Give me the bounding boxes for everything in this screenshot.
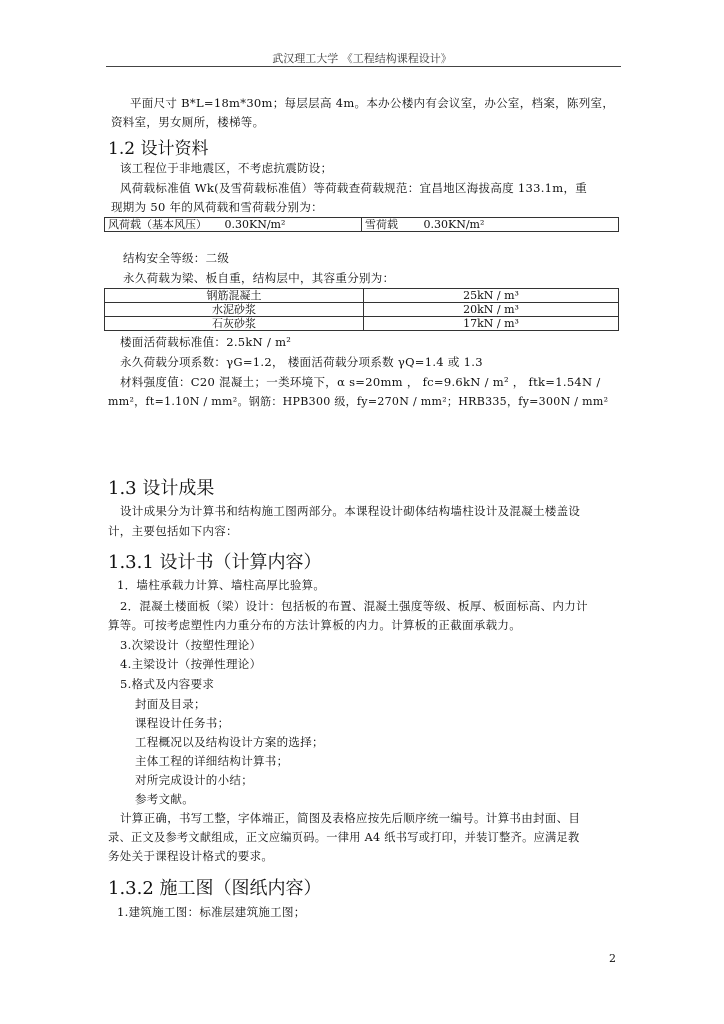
paragraph: 录、正文及参考文献组成，正文应编页码。一律用 A4 纸书写或打印，并装订整齐。应满足教 <box>108 831 580 844</box>
list-item: 3.次梁设计（按塑性理论） <box>120 638 262 652</box>
section-heading-1-2: 1.2 设计资料 <box>108 139 209 159</box>
paragraph: 计算正确，书写工整，字体端正，简图及表格应按先后顺序统一编号。计算书由封面、目 <box>120 811 581 825</box>
list-item: 课程设计任务书； <box>135 716 230 730</box>
page-number: 2 <box>609 952 616 965</box>
list-item: 1.建筑施工图：标准层建筑施工图； <box>117 905 306 919</box>
page-header: 武汉理工大学 《工程结构课程设计》 <box>272 52 452 65</box>
load-table <box>104 217 619 232</box>
paragraph: 设计成果分为计算书和结构施工图两部分。本课程设计砌体结构墙柱设计及混凝土楼盖设 <box>120 504 581 518</box>
header-rule <box>106 66 621 67</box>
paragraph: 计，主要包括如下内容： <box>108 524 238 538</box>
table-cell <box>105 218 362 232</box>
section-heading-1-3: 1.3 设计成果 <box>108 478 215 499</box>
list-item: 1．墙柱承载力计算、墙柱高厚比验算。 <box>117 578 326 592</box>
table-row <box>105 303 619 317</box>
paragraph: 永久荷载分项系数：γG=1.2， 楼面活荷载分项系数 γQ=1.4 或 1.3 <box>120 355 483 369</box>
section-heading-1-3-1: 1.3.1 设计书（计算内容） <box>108 552 322 573</box>
paragraph: 平面尺寸 B*L=18m*30m；每层层高 4m。本办公楼内有会议室，办公室，档案，陈列室， <box>130 96 615 110</box>
table-cell: 25kN / m³ <box>364 289 619 303</box>
table-row <box>105 289 619 303</box>
table-cell: 石灰砂浆 <box>105 317 364 331</box>
list-item: 4.主梁设计（按弹性理论） <box>120 657 262 671</box>
table-cell <box>362 218 619 232</box>
snow-value: 0.30KN/m² <box>423 218 485 231</box>
table-cell: 钢筋混凝土 <box>105 289 364 303</box>
list-item: 5.格式及内容要求 <box>120 677 215 691</box>
paragraph: 结构安全等级：二级 <box>123 251 230 265</box>
list-item: 参考文献。 <box>135 792 194 806</box>
paragraph: 永久荷载为梁、板自重，结构层中，其容重分别为： <box>123 271 395 285</box>
density-table <box>104 288 619 331</box>
table-cell: 17kN / m³ <box>364 317 619 331</box>
list-item: 算等。可按考虑塑性内力重分布的方法计算板的内力。计算板的正截面承载力。 <box>108 618 521 632</box>
list-item: 对所完成设计的小结； <box>135 773 253 787</box>
list-item: 封面及目录； <box>135 697 206 711</box>
snow-label: 雪荷载 <box>365 218 398 231</box>
list-item: 2．混凝土楼面板（梁）设计：包括板的布置、混凝土强度等级、板厚、板面标高、内力计 <box>120 599 588 613</box>
table-cell: 水泥砂浆 <box>105 303 364 317</box>
wind-value: 0.30KN/m² <box>224 218 286 231</box>
table-row <box>105 317 619 331</box>
paragraph: mm²，ft=1.10N / mm²。钢筋：HPB300 级，fy=270N / mm²；HRB335，fy=300N / mm² <box>108 395 609 408</box>
paragraph: 楼面活荷载标准值：2.5kN / m² <box>120 335 292 349</box>
paragraph: 现期为 50 年的风荷载和雪荷载分别为： <box>111 200 323 214</box>
wind-label: 风荷载（基本风压） <box>108 218 207 231</box>
list-item: 主体工程的详细结构计算书； <box>135 754 289 768</box>
paragraph: 该工程位于非地震区，不考虑抗震防设； <box>120 161 333 175</box>
paragraph: 资料室，男女厕所，楼梯等。 <box>111 115 265 129</box>
paragraph: 风荷载标准值 Wk(及雪荷载标准值）等荷载查荷载规范：宜昌地区海拔高度 133.1m，重 <box>120 181 588 195</box>
paragraph: 材料强度值：C20 混凝土；一类环境下，α s=20mm ， fc=9.6kN / m² ， ftk=1.54N / <box>120 375 601 389</box>
section-heading-1-3-2: 1.3.2 施工图（图纸内容） <box>108 878 322 899</box>
table-cell: 20kN / m³ <box>364 303 619 317</box>
paragraph: 务处关于课程设计格式的要求。 <box>108 849 274 863</box>
list-item: 工程概况以及结构设计方案的选择； <box>135 735 324 749</box>
